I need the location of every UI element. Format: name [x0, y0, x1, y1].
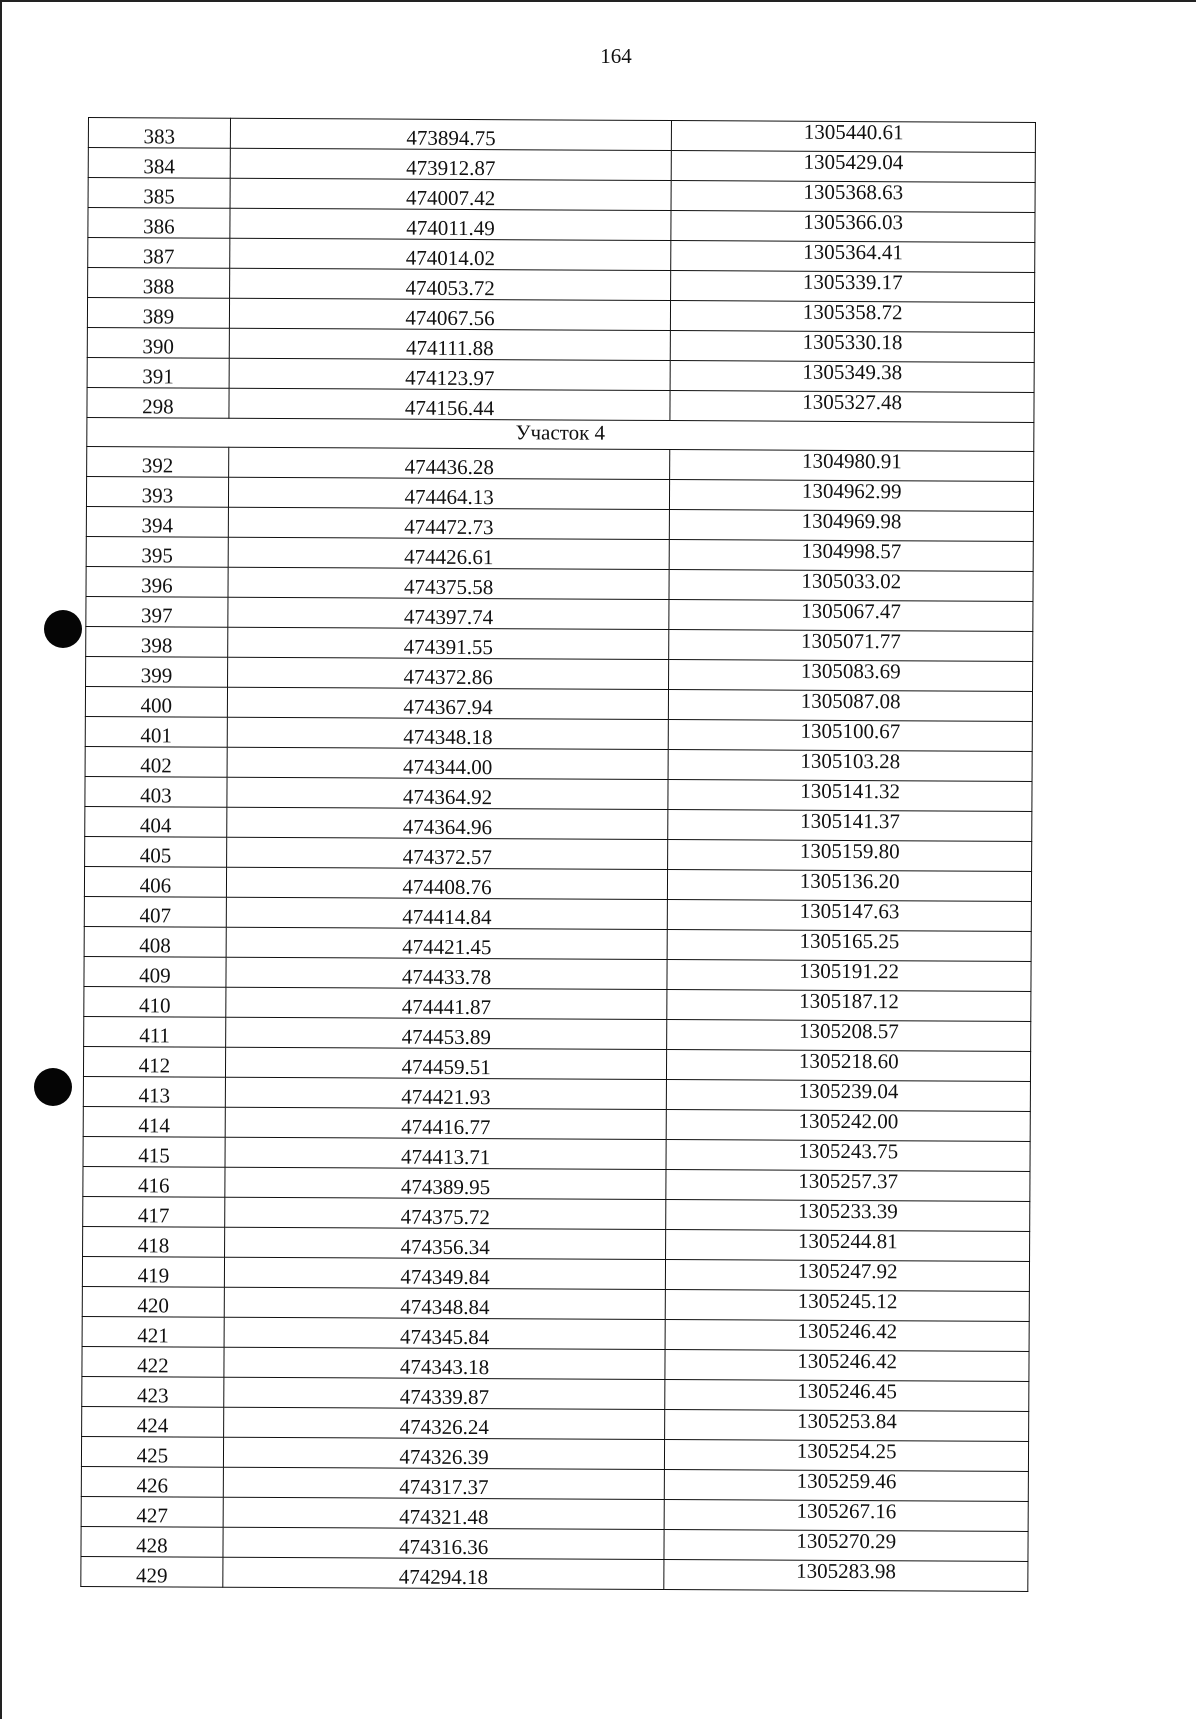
y-coordinate-cell: 1305218.60 [667, 1049, 1031, 1081]
table-row [84, 866, 1031, 901]
page-number: 164 [600, 44, 632, 68]
table-row [87, 357, 1034, 392]
y-coordinate-cell: 1305358.72 [671, 301, 1035, 333]
point-number-cell: 392 [87, 446, 229, 477]
point-number-cell: 408 [84, 926, 226, 957]
table-row [82, 1256, 1029, 1291]
y-coordinate-cell: 1305246.45 [665, 1379, 1029, 1411]
y-coordinate-cell: 1305033.02 [669, 569, 1033, 601]
point-number-cell: 406 [84, 866, 226, 897]
y-coordinate-cell: 1305366.03 [671, 211, 1035, 243]
x-coordinate-cell: 474416.77 [225, 1107, 667, 1139]
section-title: Участок 4 [87, 417, 1034, 451]
y-coordinate-cell: 1305246.42 [665, 1319, 1029, 1351]
point-number-cell: 403 [85, 776, 227, 807]
table-row [83, 1196, 1030, 1231]
point-number-cell: 411 [84, 1016, 226, 1047]
point-number-cell: 384 [88, 148, 230, 179]
point-number-cell: 398 [86, 626, 228, 657]
point-number-cell: 387 [88, 238, 230, 269]
table-row [86, 476, 1033, 511]
y-coordinate-cell: 1305270.29 [664, 1529, 1028, 1561]
table-row [85, 776, 1032, 811]
x-coordinate-cell: 474067.56 [229, 298, 671, 330]
x-coordinate-cell: 474344.00 [227, 747, 669, 779]
y-coordinate-cell: 1304969.98 [670, 509, 1034, 541]
point-number-cell: 298 [87, 387, 229, 418]
x-coordinate-cell: 474348.18 [227, 717, 669, 749]
point-number-cell: 407 [84, 896, 226, 927]
table-row [82, 1346, 1029, 1381]
point-number-cell: 401 [85, 716, 227, 747]
table-row [86, 506, 1033, 541]
x-coordinate-cell: 474441.87 [226, 987, 668, 1019]
x-coordinate-cell: 474349.84 [224, 1257, 666, 1289]
point-number-cell: 391 [87, 357, 229, 388]
y-coordinate-cell: 1305208.57 [667, 1019, 1031, 1051]
coordinates-table [80, 117, 1036, 1592]
point-number-cell: 393 [86, 476, 228, 507]
table-row [87, 327, 1034, 362]
y-coordinate-cell: 1305440.61 [672, 121, 1036, 153]
x-coordinate-cell: 474421.45 [226, 927, 668, 959]
table-row [85, 746, 1032, 781]
table-row [84, 1016, 1031, 1051]
y-coordinate-cell: 1305141.37 [668, 809, 1032, 841]
y-coordinate-cell: 1305247.92 [666, 1259, 1030, 1291]
table-row [81, 1556, 1028, 1591]
point-number-cell: 424 [82, 1406, 224, 1437]
table-row [86, 656, 1033, 691]
point-number-cell: 396 [86, 566, 228, 597]
y-coordinate-cell: 1305071.77 [669, 629, 1033, 661]
x-coordinate-cell: 474364.92 [227, 777, 669, 809]
y-coordinate-cell: 1305364.41 [671, 241, 1035, 273]
x-coordinate-cell: 474345.84 [224, 1317, 666, 1349]
x-coordinate-cell: 474397.74 [228, 597, 670, 629]
x-coordinate-cell: 474317.37 [223, 1467, 665, 1499]
y-coordinate-cell: 1305159.80 [668, 839, 1032, 871]
x-coordinate-cell: 474321.48 [223, 1497, 665, 1529]
x-coordinate-cell: 474433.78 [226, 957, 668, 989]
table-row [88, 148, 1035, 183]
x-coordinate-cell: 474326.24 [223, 1407, 665, 1439]
table-row [82, 1406, 1029, 1441]
x-coordinate-cell: 474389.95 [225, 1167, 667, 1199]
y-coordinate-cell: 1305368.63 [671, 181, 1035, 213]
table-row [86, 566, 1033, 601]
point-number-cell: 409 [84, 956, 226, 987]
point-number-cell: 427 [81, 1496, 223, 1527]
point-number-cell: 416 [83, 1166, 225, 1197]
point-number-cell: 383 [88, 118, 230, 149]
table-row [81, 1436, 1028, 1471]
y-coordinate-cell: 1305257.37 [666, 1169, 1030, 1201]
y-coordinate-cell: 1305191.22 [667, 959, 1031, 991]
y-coordinate-cell: 1305283.98 [664, 1559, 1028, 1591]
x-coordinate-cell: 474375.58 [228, 567, 670, 599]
x-coordinate-cell: 474375.72 [225, 1197, 667, 1229]
point-number-cell: 428 [81, 1526, 223, 1557]
table-row [88, 268, 1035, 303]
y-coordinate-cell: 1305245.12 [666, 1289, 1030, 1321]
y-coordinate-cell: 1305244.81 [666, 1229, 1030, 1261]
table-row [85, 716, 1032, 751]
x-coordinate-cell: 474367.94 [227, 687, 669, 719]
table-row [83, 1046, 1030, 1081]
x-coordinate-cell: 474372.57 [226, 837, 668, 869]
y-coordinate-cell: 1305330.18 [671, 331, 1035, 363]
point-number-cell: 426 [81, 1466, 223, 1497]
x-coordinate-cell: 474372.86 [227, 657, 669, 689]
table-row [87, 298, 1034, 333]
point-number-cell: 417 [83, 1196, 225, 1227]
point-number-cell: 386 [88, 208, 230, 239]
point-number-cell: 395 [86, 536, 228, 567]
x-coordinate-cell: 474339.87 [224, 1377, 666, 1409]
x-coordinate-cell: 474007.42 [230, 178, 672, 210]
y-coordinate-cell: 1305103.28 [668, 749, 1032, 781]
y-coordinate-cell: 1305100.67 [669, 719, 1033, 751]
table-row [86, 596, 1033, 631]
point-number-cell: 420 [82, 1286, 224, 1317]
table-row [82, 1376, 1029, 1411]
table-row [85, 806, 1032, 841]
x-coordinate-cell: 474391.55 [228, 627, 670, 659]
x-coordinate-cell: 474348.84 [224, 1287, 666, 1319]
table-row [87, 446, 1034, 481]
point-number-cell: 410 [84, 986, 226, 1017]
point-number-cell: 421 [82, 1316, 224, 1347]
y-coordinate-cell: 1305327.48 [670, 391, 1034, 423]
x-coordinate-cell: 474408.76 [226, 867, 668, 899]
table-row [84, 926, 1031, 961]
x-coordinate-cell: 474356.34 [224, 1227, 666, 1259]
point-number-cell: 413 [83, 1076, 225, 1107]
point-number-cell: 414 [83, 1106, 225, 1137]
point-number-cell: 399 [86, 656, 228, 687]
x-coordinate-cell: 474453.89 [225, 1017, 667, 1049]
table-row [88, 118, 1035, 153]
x-coordinate-cell: 474436.28 [228, 447, 670, 479]
y-coordinate-cell: 1305349.38 [670, 361, 1034, 393]
x-coordinate-cell: 474123.97 [229, 358, 671, 390]
y-coordinate-cell: 1305147.63 [668, 899, 1032, 931]
point-number-cell: 400 [85, 686, 227, 717]
x-coordinate-cell: 474413.71 [225, 1137, 667, 1169]
y-coordinate-cell: 1305267.16 [664, 1499, 1028, 1531]
table-row [88, 208, 1035, 243]
point-number-cell: 412 [83, 1046, 225, 1077]
point-number-cell: 402 [85, 746, 227, 777]
x-coordinate-cell: 474053.72 [229, 268, 671, 300]
table-row [84, 896, 1031, 931]
y-coordinate-cell: 1305242.00 [666, 1109, 1030, 1141]
x-coordinate-cell: 474316.36 [223, 1527, 665, 1559]
table-row [82, 1286, 1029, 1321]
table-row [83, 1136, 1030, 1171]
y-coordinate-cell: 1305087.08 [669, 689, 1033, 721]
point-number-cell: 385 [88, 178, 230, 209]
table-row [82, 1316, 1029, 1351]
table-row [83, 1106, 1030, 1141]
table-row [86, 626, 1033, 661]
x-coordinate-cell: 474426.61 [228, 537, 670, 569]
x-coordinate-cell: 473912.87 [230, 148, 672, 180]
x-coordinate-cell: 474294.18 [223, 1557, 665, 1589]
point-number-cell: 423 [82, 1376, 224, 1407]
x-coordinate-cell: 474111.88 [229, 328, 671, 360]
point-number-cell: 422 [82, 1346, 224, 1377]
point-number-cell: 425 [81, 1436, 223, 1467]
point-number-cell: 429 [81, 1556, 223, 1587]
y-coordinate-cell: 1305429.04 [672, 151, 1036, 183]
y-coordinate-cell: 1305246.42 [665, 1349, 1029, 1381]
table-row [83, 1226, 1030, 1261]
x-coordinate-cell: 474011.49 [230, 208, 672, 240]
punch-hole [44, 610, 82, 648]
table-row [83, 1166, 1030, 1201]
table-row [86, 536, 1033, 571]
x-coordinate-cell: 473894.75 [230, 118, 672, 150]
point-number-cell: 394 [86, 506, 228, 537]
table-row [81, 1466, 1028, 1501]
y-coordinate-cell: 1305141.32 [668, 779, 1032, 811]
y-coordinate-cell: 1305233.39 [666, 1199, 1030, 1231]
table-row [81, 1526, 1028, 1561]
x-coordinate-cell: 474459.51 [225, 1047, 667, 1079]
y-coordinate-cell: 1305136.20 [668, 869, 1032, 901]
y-coordinate-cell: 1305067.47 [669, 599, 1033, 631]
table-row [85, 836, 1032, 871]
table-row [84, 956, 1031, 991]
table-row [88, 238, 1035, 273]
punch-hole [34, 1068, 72, 1106]
y-coordinate-cell: 1305243.75 [666, 1139, 1030, 1171]
point-number-cell: 404 [85, 806, 227, 837]
y-coordinate-cell: 1305253.84 [665, 1409, 1029, 1441]
x-coordinate-cell: 474464.13 [228, 477, 670, 509]
x-coordinate-cell: 474414.84 [226, 897, 668, 929]
y-coordinate-cell: 1305259.46 [665, 1469, 1029, 1501]
point-number-cell: 405 [85, 836, 227, 867]
y-coordinate-cell: 1305254.25 [665, 1439, 1029, 1471]
table-row [84, 986, 1031, 1021]
point-number-cell: 418 [83, 1226, 225, 1257]
y-coordinate-cell: 1305239.04 [667, 1079, 1031, 1111]
y-coordinate-cell: 1304962.99 [670, 479, 1034, 511]
y-coordinate-cell: 1304998.57 [669, 539, 1033, 571]
table-row [83, 1076, 1030, 1111]
table-row [88, 178, 1035, 213]
x-coordinate-cell: 474014.02 [230, 238, 672, 270]
point-number-cell: 388 [88, 268, 230, 299]
y-coordinate-cell: 1305165.25 [667, 929, 1031, 961]
x-coordinate-cell: 474364.96 [227, 807, 669, 839]
point-number-cell: 389 [87, 298, 229, 329]
point-number-cell: 397 [86, 596, 228, 627]
point-number-cell: 419 [82, 1256, 224, 1287]
y-coordinate-cell: 1305339.17 [671, 271, 1035, 303]
table-row [85, 686, 1032, 721]
table-row [81, 1496, 1028, 1531]
y-coordinate-cell: 1304980.91 [670, 449, 1034, 481]
x-coordinate-cell: 474326.39 [223, 1437, 665, 1469]
x-coordinate-cell: 474343.18 [224, 1347, 666, 1379]
x-coordinate-cell: 474421.93 [225, 1077, 667, 1109]
y-coordinate-cell: 1305083.69 [669, 659, 1033, 691]
point-number-cell: 415 [83, 1136, 225, 1167]
table-row [87, 387, 1034, 422]
x-coordinate-cell: 474156.44 [229, 388, 671, 420]
point-number-cell: 390 [87, 327, 229, 358]
x-coordinate-cell: 474472.73 [228, 507, 670, 539]
y-coordinate-cell: 1305187.12 [667, 989, 1031, 1021]
